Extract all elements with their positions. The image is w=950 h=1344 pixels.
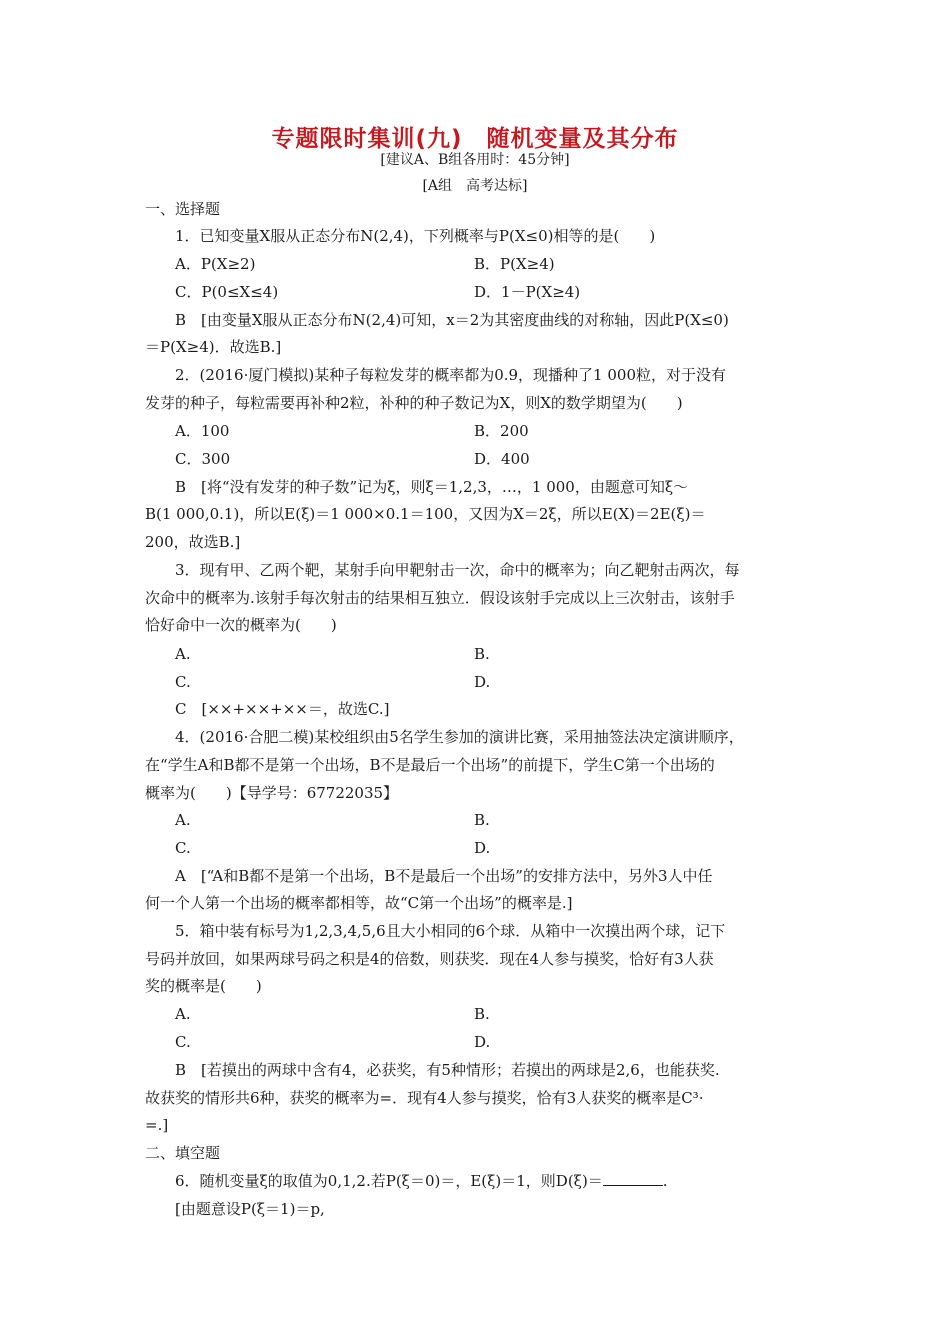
page-title: 专题限时集训(九) 随机变量及其分布 — [271, 126, 679, 152]
q2-option-c: C．300 — [175, 450, 231, 468]
group-label: [A组 高考达标] — [422, 178, 528, 194]
q1-option-b: B．P(X≥4) — [474, 255, 555, 273]
q6-answer: [由题意设P(ξ＝1)＝p, — [175, 1200, 325, 1218]
q5-stem-cont2: 奖的概率是( ) — [145, 977, 262, 995]
q5-option-c: C. — [175, 1033, 191, 1051]
q6-stem — [175, 1171, 810, 1191]
q3-answer: C [××+××+××＝，故选C.] — [175, 700, 390, 718]
q3-stem: 3．现有甲、乙两个靶，某射手向甲靶射击一次，命中的概率为；向乙靶射击两次，每 — [175, 561, 740, 579]
q2-answer-cont2: 200，故选B.] — [145, 533, 241, 551]
q4-answer-cont: 何一个人第一个出场的概率都相等，故“C第一个出场”的概率是.] — [145, 894, 573, 912]
q5-answer-cont: 故获奖的情形共6种，获奖的概率为=．现有4人参与摸奖，恰有3人获奖的概率是C³· — [145, 1089, 704, 1107]
q4-option-b: B. — [474, 811, 490, 829]
q5-option-d: D. — [474, 1033, 491, 1051]
q2-stem-cont: 发芽的种子，每粒需要再补种2粒，补种的种子数记为X，则X的数学期望为( ) — [145, 394, 683, 412]
q4-stem-cont2: 概率为( )【导学号：67722035】 — [145, 784, 399, 802]
q2-answer-cont: B(1 000,0.1)，所以E(ξ)＝1 000×0.1＝100，又因为X＝2ξ，所以E(X)＝2E(ξ)＝ — [145, 505, 706, 523]
q1-option-a: A．P(X≥2) — [175, 255, 256, 273]
time-suggestion: [建议A、B组各用时：45分钟] — [380, 152, 570, 168]
q5-stem: 5．箱中装有标号为1,2,3,4,5,6且大小相同的6个球．从箱中一次摸出两个球，记下 — [175, 922, 726, 940]
q5-option-a: A. — [175, 1005, 191, 1023]
q1-option-d: D．1－P(X≥4) — [474, 283, 581, 301]
q2-answer: B [将“没有发芽的种子数”记为ξ，则ξ＝1,2,3，…，1 000，由题意可知ξ～ — [175, 478, 689, 496]
q4-stem: 4．(2016·合肥二模)某校组织由5名学生参加的演讲比赛，采用抽签法决定演讲顺序， — [175, 728, 744, 746]
q3-stem-cont: 次命中的概率为.该射手每次射击的结果相互独立．假设该射手完成以上三次射击，该射手 — [145, 589, 735, 607]
answer-blank[interactable] — [603, 1171, 663, 1186]
q4-answer: A [“A和B都不是第一个出场，B不是最后一个出场”的安排方法中，另外3人中任 — [175, 867, 713, 885]
q3-stem-cont2: 恰好命中一次的概率为( ) — [145, 616, 337, 634]
q4-option-a: A. — [175, 811, 191, 829]
q2-stem: 2．(2016·厦门模拟)某种子每粒发芽的概率都为0.9，现播种了1 000粒，对于没有 — [175, 366, 726, 384]
q4-stem-cont: 在“学生A和B都不是第一个出场，B不是最后一个出场”的前提下，学生C第一个出场的 — [145, 756, 715, 774]
q1-answer: B [由变量X服从正态分布N(2,4)可知，x＝2为其密度曲线的对称轴，因此P(X≤0) — [175, 311, 729, 329]
q1-stem: 1．已知变量X服从正态分布N(2,4)，下列概率与P(X≤0)相等的是( ) — [175, 227, 656, 245]
q1-answer-cont: ＝P(X≥4)．故选B.] — [145, 338, 282, 356]
q5-stem-cont: 号码并放回，如果两球号码之积是4的倍数，则获奖．现在4人参与摸奖，恰好有3人获 — [145, 950, 714, 968]
q3-option-b: B. — [474, 645, 490, 663]
section-fill: 二、填空题 — [145, 1144, 221, 1162]
q6-stem-end: . — [662, 1172, 668, 1190]
q4-option-c: C. — [175, 839, 191, 857]
q2-option-b: B．200 — [474, 422, 529, 440]
q5-answer: B [若摸出的两球中含有4，必获奖，有5种情形；若摸出的两球是2,6，也能获奖. — [175, 1061, 720, 1079]
q6-stem-text: 6．随机变量ξ的取值为0,1,2.若P(ξ＝0)＝，E(ξ)＝1，则D(ξ)＝ — [175, 1172, 603, 1190]
q3-option-d: D. — [474, 673, 491, 691]
section-choice: 一、选择题 — [145, 200, 221, 218]
q2-option-a: A．100 — [175, 422, 230, 440]
q4-option-d: D. — [474, 839, 491, 857]
q3-option-c: C. — [175, 673, 191, 691]
q1-option-c: C．P(0≤X≤4) — [175, 283, 279, 301]
q5-option-b: B. — [474, 1005, 490, 1023]
q5-answer-cont2: =.] — [145, 1116, 169, 1134]
q2-option-d: D．400 — [474, 450, 530, 468]
q3-option-a: A. — [175, 645, 191, 663]
